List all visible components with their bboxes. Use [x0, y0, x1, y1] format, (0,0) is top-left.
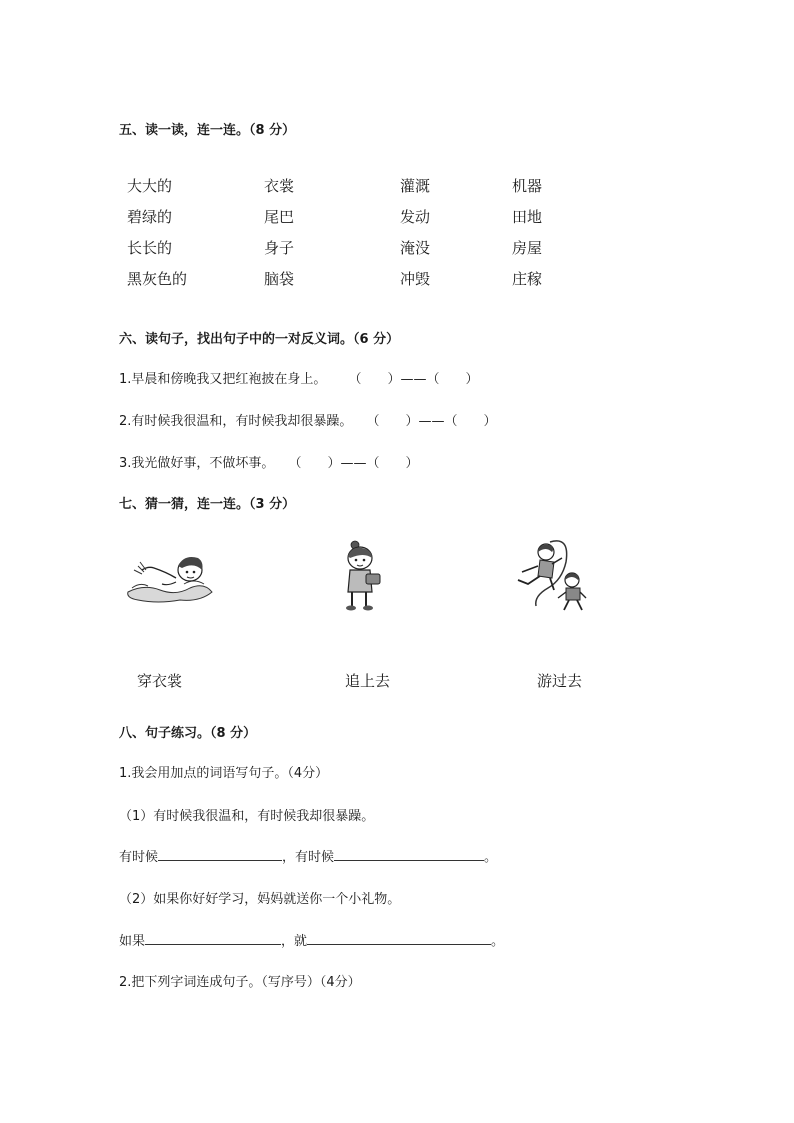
antonym-question-3-text: 3.我光做好事，不做坏事。	[119, 456, 275, 471]
word-col3-1: 灌溉	[400, 177, 431, 195]
antonym-question-1-text: 1.早晨和傍晚我又把红袍披在身上。	[119, 372, 327, 387]
choice-swim-across: 游过去	[537, 672, 583, 690]
word-col3-4: 冲毁	[400, 270, 431, 288]
fill-blank-2b[interactable]	[307, 930, 491, 945]
word-col3-3: 淹没	[400, 239, 431, 257]
choice-catch-up: 追上去	[345, 672, 391, 690]
boys-chasing-illustration	[514, 536, 592, 618]
fill-blank-1b[interactable]	[334, 846, 484, 861]
fill-sentence-1-end: 。	[484, 850, 498, 865]
word-col4-4: 庄稼	[512, 270, 543, 288]
fill-sentence-2-middle: ，就	[281, 934, 308, 949]
example-sentence-1: （1）有时候我很温和，有时候我却很暴躁。	[119, 809, 375, 824]
word-col4-2: 田地	[512, 208, 543, 226]
fill-sentence-2-prefix: 如果	[119, 934, 146, 949]
section8-heading: 八、句子练习。（8 分）	[119, 726, 257, 741]
fill-sentence-2-end: 。	[491, 934, 505, 949]
word-col2-1: 衣裳	[264, 177, 295, 195]
section7-heading: 七、猜一猜，连一连。（3 分）	[119, 497, 296, 512]
word-col1-2: 碧绿的	[127, 208, 173, 226]
fill-sentence-1-middle: ，有时候	[282, 850, 335, 865]
antonym-question-3	[119, 452, 419, 471]
sentence-question-1: 1.我会用加点的词语写句子。（4分）	[119, 766, 329, 781]
fill-sentence-1-prefix: 有时候	[119, 850, 159, 865]
section5-heading: 五、读一读，连一连。（8 分）	[119, 123, 296, 138]
antonym-answer-blank-3[interactable]: （ ）——（ ）	[288, 456, 419, 471]
swimmer-illustration	[124, 548, 216, 606]
girl-dressing-illustration	[338, 540, 388, 618]
word-col1-4: 黑灰色的	[127, 270, 188, 288]
antonym-answer-blank-1[interactable]: （ ）——（ ）	[348, 372, 479, 387]
word-col4-3: 房屋	[512, 239, 543, 257]
antonym-question-2-text: 2.有时候我很温和，有时候我却很暴躁。	[119, 414, 353, 429]
word-col1-1: 大大的	[127, 177, 173, 195]
antonym-question-1	[119, 368, 479, 387]
fill-sentence-1	[119, 846, 497, 865]
antonym-question-2	[119, 410, 497, 429]
word-col4-1: 机器	[512, 177, 543, 195]
choice-wear-clothes: 穿衣裳	[137, 672, 183, 690]
fill-blank-1a[interactable]	[158, 846, 282, 861]
example-sentence-2: （2）如果你好好学习，妈妈就送你一个小礼物。	[119, 892, 401, 907]
fill-sentence-2	[119, 930, 504, 949]
section6-heading: 六、读句子，找出句子中的一对反义词。（6 分）	[119, 332, 400, 347]
word-col3-2: 发动	[400, 208, 431, 226]
word-col2-3: 身子	[264, 239, 295, 257]
fill-blank-2a[interactable]	[145, 930, 281, 945]
word-col2-4: 脑袋	[264, 270, 295, 288]
word-col1-3: 长长的	[127, 239, 173, 257]
sentence-question-2: 2.把下列字词连成句子。（写序号）（4分）	[119, 975, 361, 990]
word-col2-2: 尾巴	[264, 208, 295, 226]
antonym-answer-blank-2[interactable]: （ ）——（ ）	[366, 414, 497, 429]
